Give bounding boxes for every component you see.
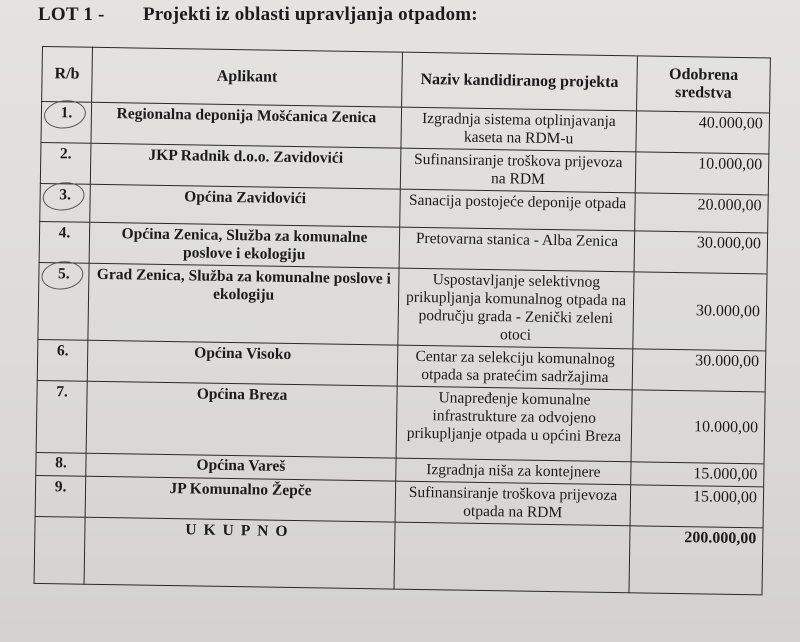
row-number-cell [41,102,92,144]
header-rb: R/b [42,47,93,103]
amount-cell: 15.000,00 [631,462,764,487]
project-cell: Uspostavljanje selektivnog prikupljanja komunalnog otpada na području grada - Zenički zeleni otoci [398,268,634,349]
header-amount: Odobrena sredstva [637,56,771,113]
amount-cell: 40.000,00 [636,111,770,154]
row-number-cell [37,339,88,381]
total-row [34,516,763,594]
amount-cell: 20.000,00 [635,193,769,233]
table-row [36,380,765,463]
lot-title: Projekti iz oblasti upravljanja otpadom: [142,4,478,25]
applicant-cell: Grad Zenica, Služba za komunalne poslove i ekologiju [88,263,399,345]
applicant-cell: Općina Breza [86,381,397,458]
row-number-cell [40,142,91,184]
project-cell: Unapređenje komunalne infrastrukture za odvojeno prikupljanje otpada u općini Breza [396,386,632,462]
row-number: 8. [55,454,67,472]
applicant-cell: Općina Zavidovići [90,184,401,227]
lot-label: LOT 1 - [38,4,105,25]
row-number: 4. [58,224,71,242]
applicant-cell: Općina Zenica, Služba za komunalne poslove i ekologiju [89,222,400,268]
applicant-cell: Općina Visoko [87,340,398,386]
row-number: 3. [59,186,72,204]
header-project: Naziv kandidiranog projekta [402,52,638,111]
applicant-cell: Regionalna deponija Mošćanica Zenica [91,102,402,148]
row-number: 9. [54,478,67,496]
amount-cell: 10.000,00 [631,390,765,464]
applicant-cell: Općina Vareš [86,453,396,481]
row-number-cell [36,380,87,453]
project-cell: Sanacija postojeće deponije otpada [400,189,636,231]
total-blank-cell [394,522,630,593]
row-number: 2. [59,145,72,163]
row-number-cell [40,183,91,222]
project-cell: Sufinansiranje troškova prijevoza otpada na RDM [395,481,631,526]
project-cell: Pretovarna stanica - Alba Zenica [399,227,635,272]
amount-cell: 30.000,00 [632,349,766,392]
row-number: 1. [60,104,73,122]
amount-cell: 15.000,00 [630,485,764,528]
row-number-cell [39,221,90,263]
row-number: 6. [56,342,69,360]
amount-cell: 30.000,00 [634,231,768,274]
row-number: 5. [57,265,70,283]
total-label: UKUPNO [84,517,395,589]
applicant-cell: JP Komunalno Žepče [85,476,396,522]
project-cell: Izgradnja sistema otplinjavanja kaseta na RDM-u [401,107,637,152]
amount-cell: 30.000,00 [633,272,767,351]
row-number: 7. [56,383,69,401]
row-number-cell [35,475,86,517]
table-row [38,262,767,350]
total-blank-cell [34,516,85,584]
project-cell: Sufinansiranje troškova prijevoza na RDM [400,148,636,193]
project-cell: Centar za selekciju komunalnog otpada sa pratećim sadržajima [397,345,633,390]
applicant-cell: JKP Radnik d.o.o. Zavidovići [90,143,401,189]
projects-table [34,46,771,595]
amount-cell: 10.000,00 [635,152,769,195]
header-applicant: Aplikant [92,47,403,107]
row-number-cell [38,262,89,340]
total-amount: 200.000,00 [629,526,763,595]
lot-heading [38,4,478,26]
row-number-cell [36,452,86,476]
project-cell: Izgradnja niša za kontejnere [396,458,631,485]
